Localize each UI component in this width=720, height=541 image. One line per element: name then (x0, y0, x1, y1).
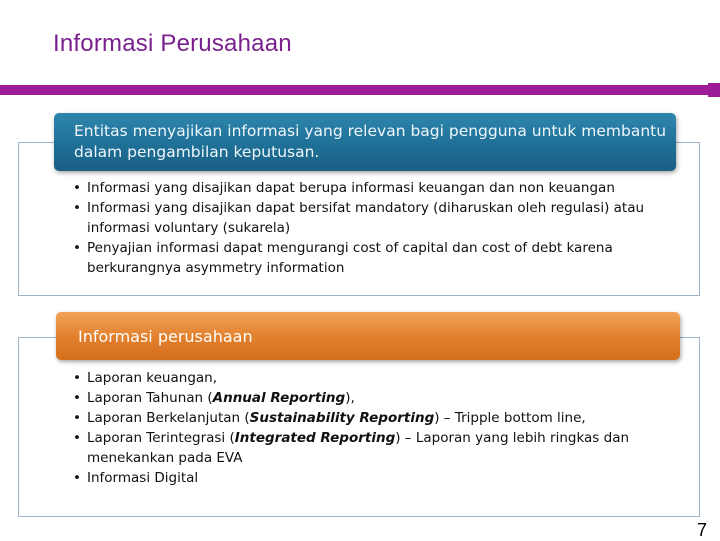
list-item: • Laporan Terintegrasi (Integrated Reporting) – Laporan yang lebih ringkas dan menekankan pada EVA (73, 428, 673, 468)
list-item: • Penyajian informasi dapat mengurangi cost of capital dan cost of debt karena berkurangnya asymmetry information (73, 238, 673, 278)
section-a-bullets (73, 178, 673, 278)
emphasis: Integrated Reporting (234, 430, 396, 446)
slide-title: Informasi Perusahaan (53, 30, 292, 57)
list-item: • Informasi yang disajikan dapat bersifat mandatory (diharuskan oleh regulasi) atau informasi voluntary (sukarela) (73, 198, 673, 238)
section-b-header-text: Informasi perusahaan (78, 327, 253, 346)
emphasis: Sustainability Reporting (249, 410, 435, 426)
list-item: • Informasi yang disajikan dapat berupa informasi keuangan dan non keuangan (73, 178, 673, 198)
section-a-header (54, 113, 676, 171)
section-b-bullets (73, 368, 673, 488)
list-item: • Laporan Tahunan (Annual Reporting), (73, 388, 673, 408)
title-divider (0, 85, 720, 95)
list-item: • Informasi Digital (73, 468, 673, 488)
section-b-header (56, 312, 680, 360)
list-item: • Laporan Berkelanjutan (Sustainability Reporting) – Tripple bottom line, (73, 408, 673, 428)
page-number: 7 (697, 520, 708, 540)
title-divider-end (708, 83, 720, 97)
emphasis: Annual Reporting (212, 390, 346, 406)
list-item: • Laporan keuangan, (73, 368, 673, 388)
section-a-header-text: Entitas menyajikan informasi yang relevan bagi pengguna untuk membantu dalam pengambilan keputusan. (74, 122, 667, 161)
